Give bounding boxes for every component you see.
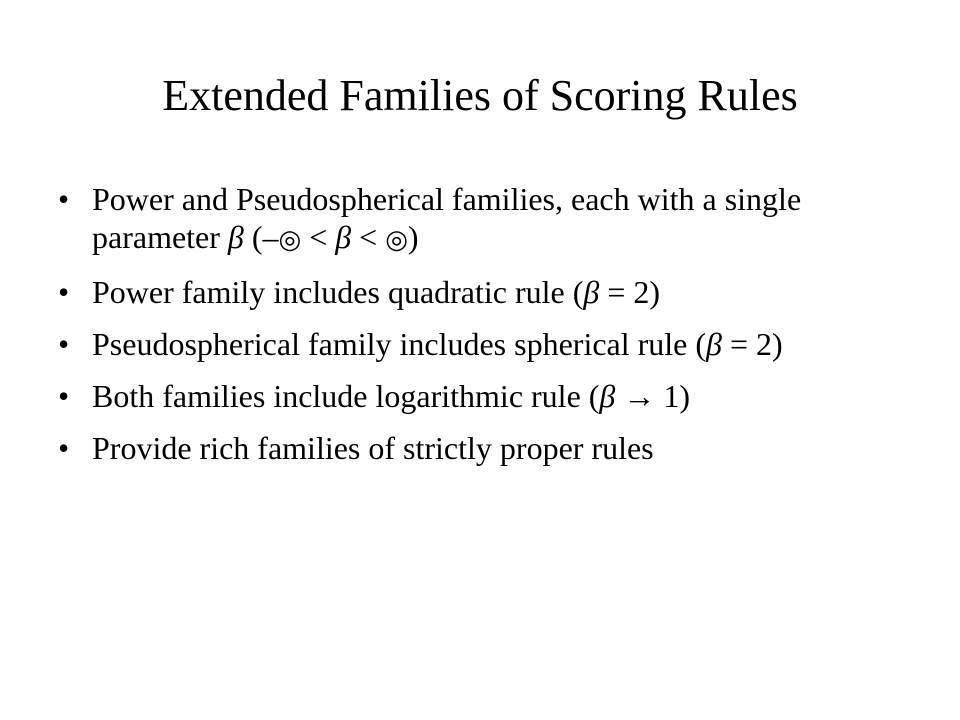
bullet-dot: •: [58, 378, 70, 414]
bullet-text: Power and Pseudospherical families, each with a single parameter: [92, 181, 802, 255]
bullet-item-proper-rules: [58, 429, 918, 467]
bullet-item-power-family: [58, 273, 918, 311]
bullet-text: = 2): [599, 274, 661, 310]
bullet-item-logarithmic-rule: [58, 377, 918, 415]
bullet-text: ): [407, 219, 419, 255]
bullet-list: [58, 180, 918, 481]
bullet-text: Power family includes quadratic rule (: [92, 274, 584, 310]
slide-title: Extended Families of Scoring Rules: [162, 71, 798, 120]
bullet-dot: •: [58, 181, 70, 217]
bullet-dot: •: [58, 326, 70, 362]
bullet-text: <: [351, 219, 386, 255]
infinity-placeholder-icon: ◎: [278, 225, 302, 255]
bullet-text: Provide rich families of strictly proper rules: [92, 430, 654, 466]
beta-symbol: β: [583, 274, 600, 310]
bullet-dot: •: [58, 274, 70, 310]
bullet-item-parameter: [58, 180, 918, 259]
bullet-dot: •: [58, 430, 70, 466]
infinity-placeholder-icon: ◎: [385, 225, 408, 255]
beta-symbol: β: [335, 219, 352, 255]
beta-symbol: β: [706, 326, 722, 362]
bullet-text: Pseudospherical family includes spherical rule (: [92, 326, 707, 362]
beta-symbol: β: [227, 219, 244, 255]
bullet-text: <: [301, 219, 336, 255]
bullet-text: (–: [243, 219, 279, 255]
bullet-text: Both families include logarithmic rule (: [92, 378, 600, 414]
bullet-text: → 1): [615, 378, 691, 414]
bullet-text: = 2): [721, 326, 783, 362]
bullet-item-pseudospherical-family: [58, 325, 918, 363]
beta-symbol: β: [599, 378, 616, 414]
